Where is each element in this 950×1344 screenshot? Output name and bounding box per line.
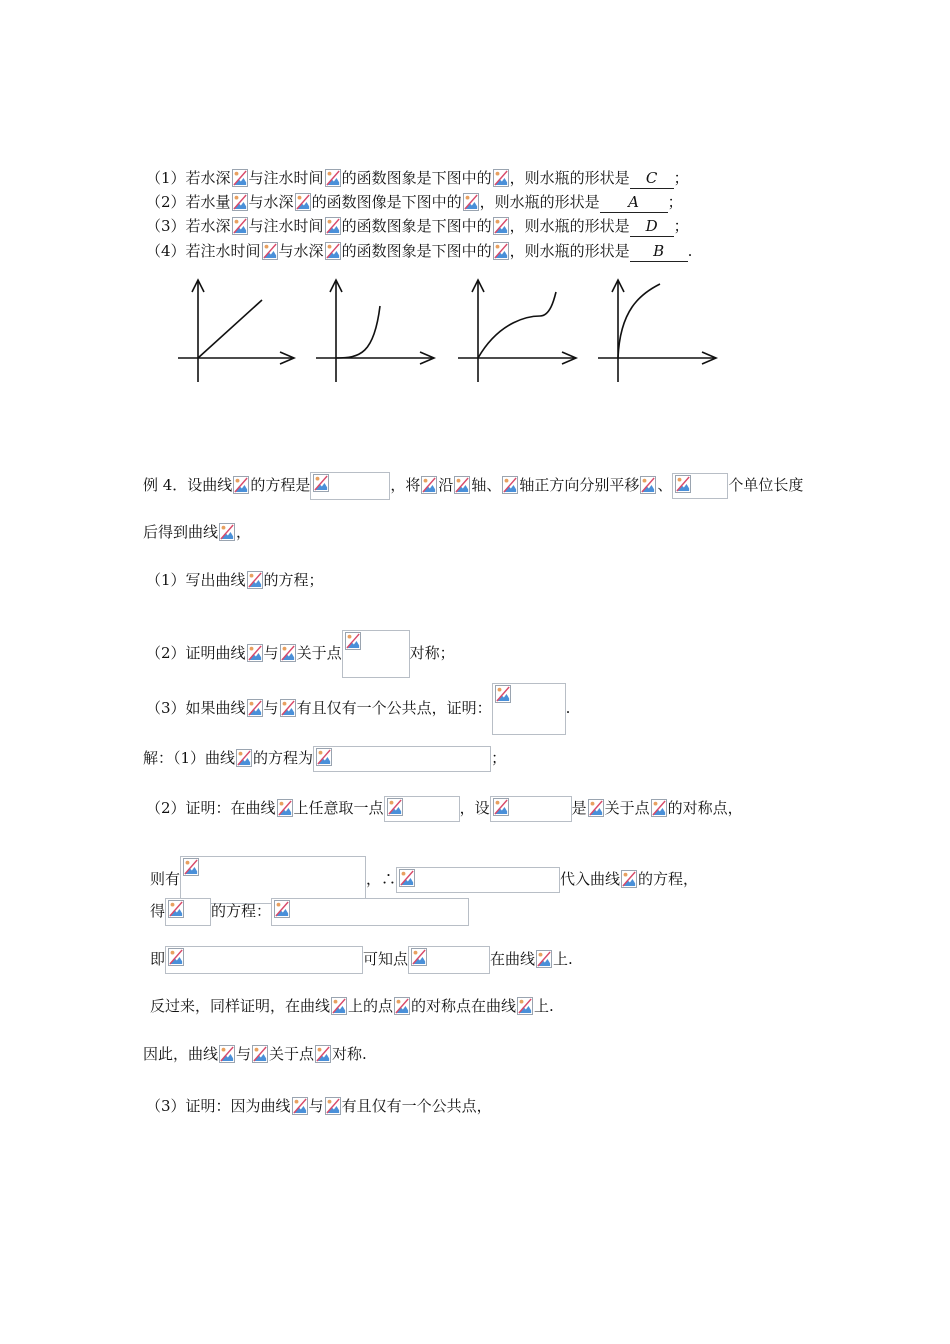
broken-image-icon	[236, 749, 252, 767]
broken-image-icon	[517, 997, 533, 1015]
broken-image-icon	[331, 997, 347, 1015]
broken-image-icon	[536, 950, 552, 968]
question-4: （4）若注水时间 与水深 的函数图象是下图中的 ，则水瓶的形状是 B .	[146, 242, 693, 260]
equation-image	[396, 867, 560, 893]
broken-image-icon	[274, 900, 290, 918]
broken-image-icon	[394, 997, 410, 1015]
broken-image-icon	[313, 474, 329, 492]
answer-1: C	[630, 168, 674, 189]
equation-image	[342, 630, 410, 678]
equation-image	[310, 472, 390, 500]
broken-image-icon	[233, 476, 249, 494]
broken-image-icon	[252, 1045, 268, 1063]
broken-image-icon	[232, 193, 248, 211]
broken-image-icon	[316, 748, 332, 766]
broken-image-icon	[277, 799, 293, 817]
equation-image	[165, 946, 363, 974]
answer-4: B	[630, 241, 688, 262]
solution-4: 得 的方程：	[150, 898, 469, 926]
broken-image-icon	[247, 644, 263, 662]
broken-image-icon	[325, 217, 341, 235]
broken-image-icon	[325, 242, 341, 260]
broken-image-icon	[219, 523, 235, 541]
broken-image-icon	[493, 217, 509, 235]
broken-image-icon	[502, 476, 518, 494]
broken-image-icon	[315, 1045, 331, 1063]
broken-image-icon	[421, 476, 437, 494]
broken-image-icon	[495, 685, 511, 703]
equation-image	[384, 796, 460, 822]
broken-image-icon	[232, 217, 248, 235]
solution-5: 即 可知点 在曲线 上.	[150, 946, 573, 974]
broken-image-icon	[292, 1097, 308, 1115]
broken-image-icon	[183, 858, 199, 876]
example-4-line-2: 后得到曲线 ，	[143, 523, 252, 541]
broken-image-icon	[168, 900, 184, 918]
broken-image-icon	[621, 870, 637, 888]
solution-8: （3）证明：因为曲线 与 有且仅有一个公共点，	[146, 1097, 492, 1115]
broken-image-icon	[463, 193, 479, 211]
broken-image-icon	[493, 242, 509, 260]
broken-image-icon	[262, 242, 278, 260]
equation-image	[271, 898, 469, 926]
equation-image	[165, 898, 211, 926]
broken-image-icon	[345, 632, 361, 650]
equation-image	[672, 473, 728, 499]
broken-image-icon	[247, 571, 263, 589]
question-3: （3）若水深 与注水时间 的函数图象是下图中的 ，则水瓶的形状是 D ；	[146, 217, 689, 235]
broken-image-icon	[454, 476, 470, 494]
answer-3: D	[630, 216, 674, 237]
graph-s-curve	[458, 280, 576, 382]
broken-image-icon	[411, 948, 427, 966]
broken-image-icon	[399, 869, 415, 887]
example-4-q3: （3）如果曲线 与 有且仅有一个公共点，证明： .	[146, 683, 570, 735]
equation-image	[313, 746, 491, 772]
broken-image-icon	[280, 699, 296, 717]
example-4-q1: （1）写出曲线 的方程；	[146, 571, 324, 589]
broken-image-icon	[675, 475, 691, 493]
example-4-line-1: 例 4．设曲线 的方程是 ，将 沿 轴、 轴正方向分别平移 、 个单位长度	[143, 472, 803, 500]
broken-image-icon	[280, 644, 296, 662]
example-4-q2: （2）证明曲线 与 关于点 对称；	[146, 630, 455, 678]
solution-3: 则有 ，∴ 代入曲线 的方程，	[150, 856, 698, 904]
broken-image-icon	[640, 476, 656, 494]
broken-image-icon	[295, 193, 311, 211]
equation-image	[180, 856, 366, 904]
solution-6: 反过来，同样证明，在曲线 上的点 的对称点在曲线 上.	[150, 997, 554, 1015]
graph-linear	[178, 280, 294, 382]
broken-image-icon	[168, 948, 184, 966]
broken-image-icon	[588, 799, 604, 817]
function-graphs	[170, 270, 730, 390]
equation-image	[490, 796, 572, 822]
broken-image-icon	[247, 699, 263, 717]
broken-image-icon	[325, 169, 341, 187]
broken-image-icon	[493, 798, 509, 816]
question-1: （1）若水深 与注水时间 的函数图象是下图中的 ，则水瓶的形状是 C ；	[146, 169, 689, 187]
graph-concave	[598, 280, 716, 382]
solution-7: 因此，曲线 与 关于点 对称.	[143, 1045, 367, 1063]
broken-image-icon	[493, 169, 509, 187]
equation-image	[492, 683, 566, 735]
graph-convex-up	[316, 280, 434, 382]
broken-image-icon	[219, 1045, 235, 1063]
question-2: （2）若水量 与水深 的函数图像是下图中的 ，则水瓶的形状是 A ；	[146, 193, 683, 211]
broken-image-icon	[325, 1097, 341, 1115]
equation-image	[408, 946, 490, 974]
solution-1: 解：（1）曲线 的方程为 ；	[143, 746, 506, 772]
solution-2: （2）证明：在曲线 上任意取一点 ，设 是 关于点 的对称点，	[146, 796, 743, 822]
broken-image-icon	[232, 169, 248, 187]
answer-2: A	[600, 192, 668, 213]
broken-image-icon	[387, 798, 403, 816]
broken-image-icon	[651, 799, 667, 817]
